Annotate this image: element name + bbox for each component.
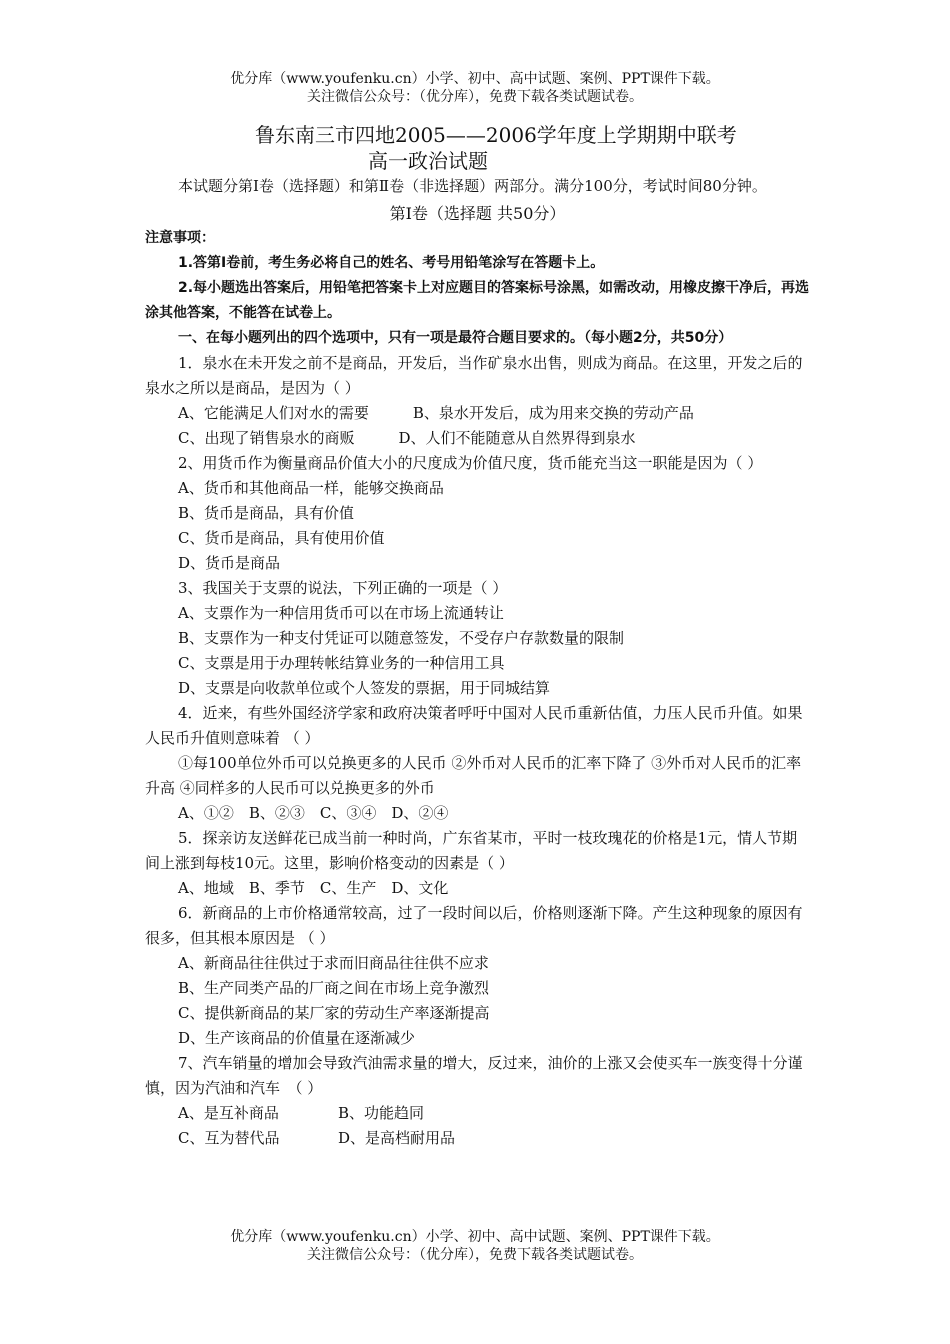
option: A、货币和其他商品一样，能够交换商品 [178, 479, 444, 497]
option-row: A、地域 B、季节 C、生产 D、文化 [178, 879, 449, 897]
option: A、是互补商品 [178, 1104, 279, 1122]
option: D、人们不能随意从自然界得到泉水 [398, 429, 636, 447]
option: B、泉水开发后，成为用来交换的劳动产品 [412, 404, 694, 422]
question-stem: 4．近来，有些外国经济学家和政府决策者呼吁中国对人民币重新估值，力压人民币升值。如果人民币升值则意味着 （ ） [145, 704, 803, 747]
option: C、货币是商品，具有使用价值 [178, 529, 385, 547]
option: D、是高档耐用品 [338, 1129, 456, 1147]
question-statements: ①每100单位外币可以兑换更多的人民币 ②外币对人民币的汇率下降了 ③外币对人民币的汇率升高 ④同样多的人民币可以兑换更多的外币 [145, 754, 802, 797]
exam-title: 鲁东南三市四地2005——2006学年度上学期期中联考 [255, 123, 737, 147]
option: B、功能趋同 [338, 1104, 425, 1122]
header-line-1: 优分库（www.youfenku.cn）小学、初中、高中试题、案例、PPT课件下载。 [230, 71, 720, 87]
part-heading: 一、在每小题列出的四个选项中，只有一项是最符合题目要求的。（每小题2分，共50分） [178, 330, 733, 346]
option-row [145, 426, 810, 451]
note-item-2: 2.每小题选出答案后，用铅笔把答案卡上对应题目的答案标号涂黑，如需改动，用橡皮擦干净后，再选涂其他答案，不能答在试卷上。 [145, 280, 810, 321]
section-title: 第Ⅰ卷（选择题 共50分） [389, 204, 566, 223]
question-stem: 3、我国关于支票的说法，下列正确的一项是（ ） [178, 579, 508, 597]
footer-line-2: 关注微信公众号：（优分库），免费下载各类试题试卷。 [307, 1247, 643, 1263]
option: D、支票是向收款单位或个人签发的票据，用于同城结算 [178, 679, 551, 697]
option: B、货币是商品，具有价值 [178, 504, 355, 522]
footer-line-1: 优分库（www.youfenku.cn）小学、初中、高中试题、案例、PPT课件下载。 [230, 1229, 720, 1245]
option: D、生产该商品的价值量在逐渐减少 [178, 1029, 416, 1047]
question-stem: 6．新商品的上市价格通常较高，过了一段时间以后，价格则逐渐下降。产生这种现象的原因有很多，但其根本原因是 （ ） [145, 904, 803, 947]
option: A、支票作为一种信用货币可以在市场上流通转让 [178, 604, 504, 622]
option: B、支票作为一种支付凭证可以随意签发，不受存户存款数量的限制 [178, 629, 625, 647]
option: C、支票是用于办理转帐结算业务的一种信用工具 [178, 654, 505, 672]
option: A、它能满足人们对水的需要 [178, 404, 369, 422]
option-row [145, 1101, 810, 1126]
notes-heading: 注意事项： [145, 230, 215, 246]
question-stem: 5．探亲访友送鲜花已成当前一种时尚，广东省某市，平时一枝玫瑰花的价格是1元，情人节期间上涨到每枝10元。这里，影响价格变动的因素是（ ） [145, 829, 798, 872]
exam-body [145, 174, 810, 1151]
option-row: A、①② B、②③ C、③④ D、②④ [178, 804, 449, 822]
note-item-1: 1.答第Ⅰ卷前，考生务必将自己的姓名、考号用铅笔涂写在答题卡上。 [178, 255, 605, 271]
option: C、出现了销售泉水的商贩 [178, 429, 355, 447]
option: B、生产同类产品的厂商之间在市场上竞争激烈 [178, 979, 490, 997]
exam-subtitle: 高一政治试题 [368, 149, 488, 173]
intro-paragraph: 本试题分第Ⅰ卷（选择题）和第Ⅱ卷（非选择题）两部分。满分100分，考试时间80分钟。 [178, 177, 767, 195]
question-stem: 1．泉水在未开发之前不是商品，开发后，当作矿泉水出售，则成为商品。在这里，开发之后的泉水之所以是商品，是因为（ ） [145, 354, 803, 397]
option: C、提供新商品的某厂家的劳动生产率逐渐提高 [178, 1004, 490, 1022]
question-stem: 2、用货币作为衡量商品价值大小的尺度成为价值尺度，货币能充当这一职能是因为（ ） [178, 454, 763, 472]
question-stem: 7、汽车销量的增加会导致汽油需求量的增大，反过来，油价的上涨又会使买车一族变得十分谨慎，因为汽油和汽车 （ ） [145, 1054, 803, 1097]
option: A、新商品往往供过于求而旧商品往往供不应求 [178, 954, 489, 972]
option: D、货币是商品 [178, 554, 281, 572]
option-row [145, 1126, 810, 1151]
option: C、互为替代品 [178, 1129, 280, 1147]
header-line-2: 关注微信公众号：（优分库），免费下载各类试题试卷。 [307, 89, 643, 105]
option-row [145, 401, 810, 426]
